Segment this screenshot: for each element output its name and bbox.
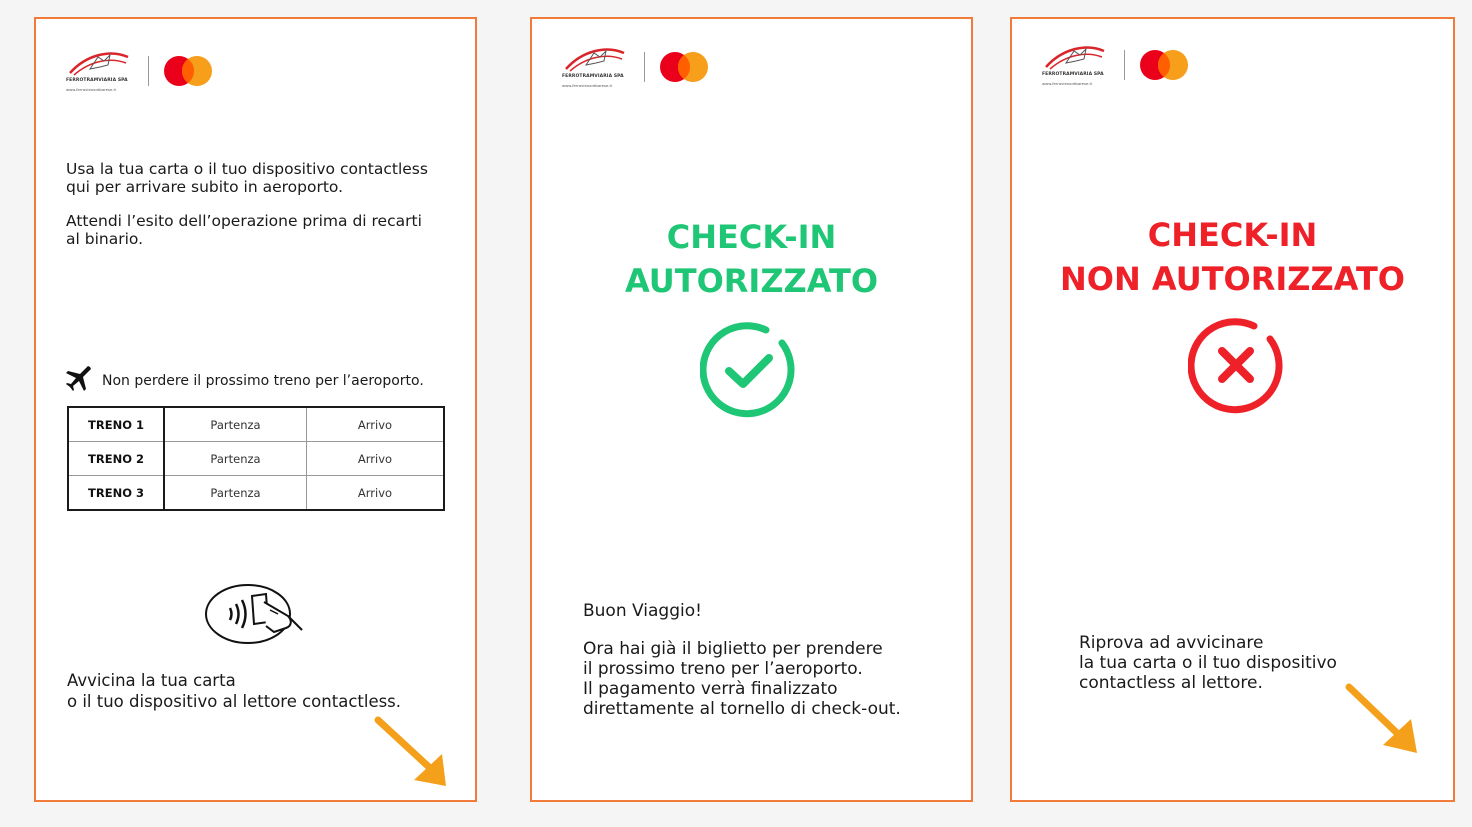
company-url: www.ferrovienordbarese.it [562,83,613,88]
success-info-text [583,639,901,719]
wait-text [66,213,422,248]
table-row [68,476,444,511]
company-url: www.ferrovienordbarese.it [66,87,117,92]
company-name: FERROTRAMVIARIA SPA [66,78,128,83]
intro-line-1: Usa la tua carta o il tuo dispositivo contactless [66,160,428,178]
company-name: FERROTRAMVIARIA SPA [562,74,624,79]
info-line-2: il prossimo treno per l’aeroporto. [583,659,863,679]
ferrotramviaria-logo [562,43,632,91]
ferrotramviaria-logo [1042,41,1112,89]
mastercard-logo [163,54,215,88]
wait-line-2: al binario. [66,229,144,248]
title-line-2: AUTORIZZATO [624,262,879,300]
checkin-status-title [532,215,971,303]
table-row [68,407,444,442]
train-departure: Partenza [164,407,307,442]
retry-text [1079,633,1337,693]
retry-line-2: la tua carta o il tuo dispositivo [1079,653,1337,673]
title-line-1: CHECK-IN [1147,216,1318,254]
screen-error-panel [1010,17,1455,802]
info-line-4: direttamente al tornello di check-out. [583,699,901,719]
intro-text [66,161,428,196]
arrow-down-right-icon [1345,683,1421,759]
company-name: FERROTRAMVIARIA SPA [1042,72,1104,77]
next-train-text: Non perdere il prossimo treno per l’aeroporto. [102,373,424,389]
airplane-icon [64,365,92,397]
x-circle-icon [1188,317,1286,419]
checkin-status-title [1012,213,1453,301]
train-name: TRENO 3 [68,476,164,511]
train-arrival: Arrivo [307,407,445,442]
train-arrival: Arrivo [307,476,445,511]
train-name: TRENO 2 [68,442,164,476]
arrow-down-right-icon [374,716,450,792]
train-departure: Partenza [164,476,307,511]
check-circle-icon [700,321,798,423]
logo-divider [1124,50,1125,80]
train-name: TRENO 1 [68,407,164,442]
train-schedule-table [67,406,445,511]
table-row [68,442,444,476]
screen-start-panel [34,17,477,802]
tap-line-1: Avvicina la tua carta [67,671,236,690]
ferrotramviaria-logo [66,47,136,95]
brand-logos [562,43,711,91]
title-line-1: CHECK-IN [666,218,837,256]
screen-success-panel [530,17,973,802]
train-departure: Partenza [164,442,307,476]
contactless-card-icon [204,582,304,650]
retry-line-1: Riprova ad avvicinare [1079,633,1264,653]
tap-instruction [67,670,401,712]
brand-logos [66,47,215,95]
brand-logos [1042,41,1191,89]
mastercard-logo [659,50,711,84]
next-train-notice [64,365,424,397]
wait-line-1: Attendi l’esito dell’operazione prima di recarti [66,212,422,230]
greeting-text: Buon Viaggio! [583,601,702,621]
logo-divider [148,56,149,86]
title-line-2: NON AUTORIZZATO [1060,260,1405,298]
train-arrival: Arrivo [307,442,445,476]
info-line-1: Ora hai già il biglietto per prendere [583,639,883,659]
mastercard-logo [1139,48,1191,82]
intro-line-2: qui per arrivare subito in aeroporto. [66,177,344,196]
info-line-3: Il pagamento verrà finalizzato [583,679,838,699]
logo-divider [644,52,645,82]
company-url: www.ferrovienordbarese.it [1042,81,1093,86]
tap-line-2: o il tuo dispositivo al lettore contactless. [67,692,402,711]
retry-line-3: contactless al lettore. [1079,673,1263,693]
